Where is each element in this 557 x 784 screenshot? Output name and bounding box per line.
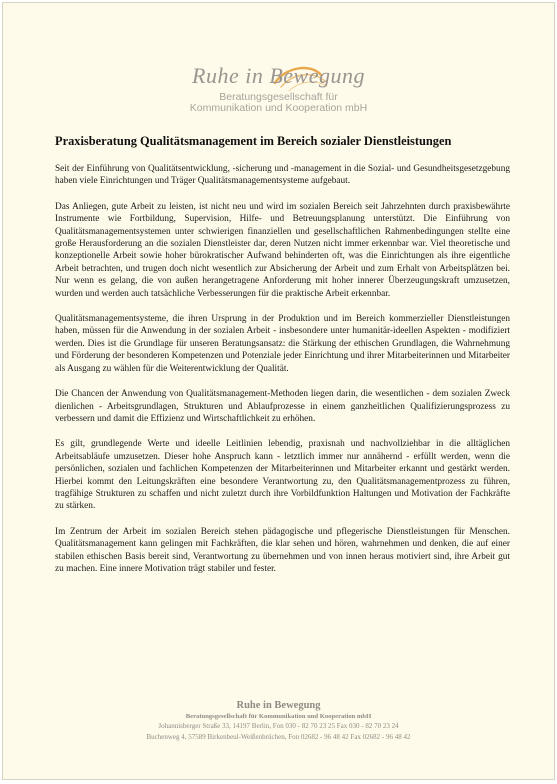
paragraph-2: Das Anliegen, gute Arbeit zu leisten, ist nicht neu und wird im sozialen Bereich seit Jahrzehnten durch praxisbewährte Instrumente wie Fortbildung, Supervision, Hilfe- und Betreuungsplanung unterstützt. Die Einführung von Qualitätsmanagementsystemen unter schwierigen finanziellen und gesellschaftlichen Rahmenbedingungen stellte eine große Herausforderung an die sozialen Dienstleister dar, deren Nutzen nicht immer erkennbar war. Viel theoretische und konzeptionelle Arbeit sowie hoher bürokratischer Aufwand behinderten oft, was die Einrichtungen als ihre eigentliche Arbeit betrachten, und trugen doch nicht wesentlich zur Absicherung der Arbeit und zum Erhalt von Arbeitsplätzen bei. Nur wenn es gelang, die von außen herangetragene Anforderung mit hoher innerer Überzeugungskraft umzusetzen, wurden und werden auch tatsächliche Verbesserungen für die praktische Arbeit erkennbar. <box>55 201 510 299</box>
footer-address-berlin: Johannisberger Straße 33, 14197 Berlin, Fon 030 - 82 70 23 25 Fax 030 - 82 70 23 24 <box>158 722 399 730</box>
document-heading: Praxisberatung Qualitätsmanagement im Bereich sozialer Dienstleistungen <box>55 134 452 148</box>
logo-title: Ruhe in Bewegung <box>192 63 365 88</box>
document-body <box>55 163 510 588</box>
paragraph-5: Es gilt, grundlegende Werte und ideelle Leitlinien lebendig, praxisnah und nachvollziehbar in die alltäglichen Arbeitsabläufe umzusetzen. Dieser hohe Anspruch kann - letztlich immer nur annähernd - erfüllt werden, wenn die persönlichen, sozialen und fachlichen Kompetenzen der Mitarbeiterinnen und Mitarbeiter erkannt und gestärkt werden. Hierbei kommt den Leitungskräften eine besondere Verantwortung zu, den Qualitätsmanagementprozess zu führen, tragfähige Strukturen zu schaffen und nicht zuletzt durch ihre Vorbildfunktion Haltungen und Motivation der Fachkräfte zu stärken. <box>55 439 510 512</box>
paragraph-1: Seit der Einführung von Qualitätsentwicklung, -sicherung und -management in die Sozial- und Gesundheitsgesetzgebung haben viele Einrichtungen und Träger Qualitätsmanagementsysteme aufgebaut. <box>55 164 510 187</box>
logo-subtitle-line2: Kommunikation und Kooperation mbH <box>189 102 368 114</box>
paragraph-3: Qualitätsmanagementsysteme, die ihren Ursprung in der Produktion und im Bereich kommerzieller Dienstleistungen haben, müssen für die Anwendung in der sozialen Arbeit - insbesondere unter humanitär-ideellen Aspekten - modifiziert werden. Dies ist die Grundlage für unseren Beratungsansatz: die Stärkung der ethischen Grundlagen, die Wahrnehmung und Förderung der besonderen Kompetenzen und Potenziale jeder Einrichtung und ihrer Mitarbeiterinnen und Mitarbeiter als Ausgang zu wählen für die Weiterentwicklung der Qualität. <box>55 314 510 374</box>
logo-subtitle <box>3 92 554 114</box>
logo-subtitle-line1: Beratungsgesellschaft für <box>219 91 338 103</box>
paragraph-4: Die Chancen der Anwendung von Qualitätsmanagement-Methoden liegen darin, die wesentlichen - dem sozialen Zweck dienlichen - Arbeitsgrundlagen, Strukturen und Ablaufprozesse in einem ganzheitlichen Qualifizierungsprozess zu verbessern und damit die Effizienz und Wirtschaftlichkeit zu erhöhen. <box>55 389 510 424</box>
footer-address-birkenbeul: Buchenweg 4, 57589 Birkenbeul-Weißenbrüchen, Fon 02682 - 96 48 42 Fax 02682 - 96 48 42 <box>146 733 411 741</box>
paragraph-6: Im Zentrum der Arbeit im sozialen Bereich stehen pädagogische und pflegerische Dienstleistungen für Menschen. Qualitätsmanagement kann gelingen mit Fachkräften, die klar sehen und hören, wahrnehmen und denken, die auf einer stabilen ethischen Basis bereit sind, Verantwortung zu übernehmen und von innen heraus motiviert sind, ihre Arbeit gut zu machen. Eine innere Motivation trägt stabiler und fester. <box>55 526 510 574</box>
footer-title: Ruhe in Bewegung <box>236 700 321 711</box>
footer-subtitle: Beratungsgesellschaft für Kommunikation und Kooperation mbH <box>185 713 372 720</box>
footer <box>3 700 554 743</box>
document-page <box>2 2 555 780</box>
